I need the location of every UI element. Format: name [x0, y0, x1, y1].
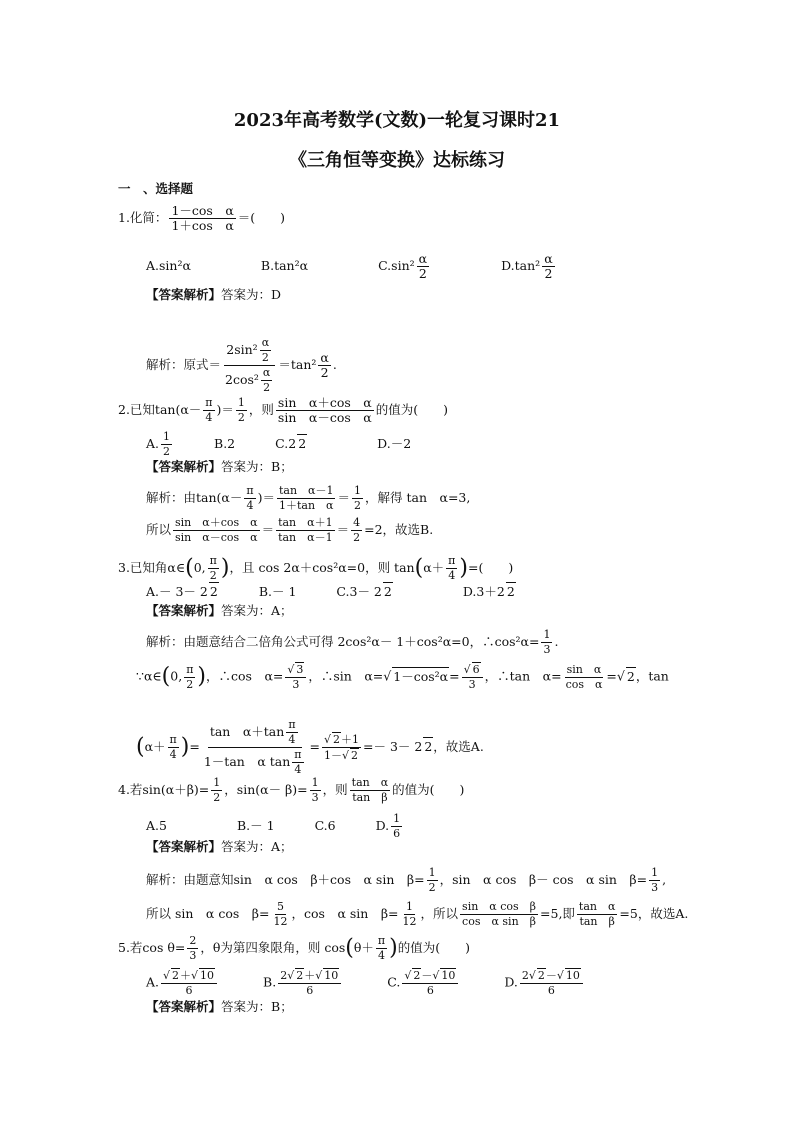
- q4-options: A.5 B.－ 1 C.6 D. $\frac{1}{6}$: [146, 812, 401, 840]
- q1-explanation: 解析：原式＝ 2sin² $\frac{\alpha}{2}$ 2cos² $\frac{\alpha}{2}$ ＝tan² $\frac{\alpha}{2}$ .: [146, 336, 337, 394]
- q2-explanation-1: 解析：由tan(α－ $\frac{\pi}{4}$ )＝ $\frac{\text{tan α－1}}{\text{1＋tan α}}$ ＝ $\frac{1}{2}$ ，解得 tan α=3,: [146, 484, 471, 512]
- q1-stem: 1.化简： $\frac{\text{1－cos α}}{\text{1＋cos α}}$ ＝( ): [118, 203, 286, 233]
- q3-explanation-2: ∵α∈(0, $\frac{\pi}{2}$ )，∴cos α= $\frac{√ 3}{3}$ ，∴sin α=√ 1－cos²α= $\frac{√ 6}{3}$ ，∴tan α= $\frac{\text{sin α}}{\text{cos α}}$ =√ 2，tan: [136, 662, 669, 691]
- q5-answer: 【答案解析】答案为：B；: [146, 999, 293, 1014]
- q4-explanation-2: 所以 sin α cos β= $\frac{5}{12}$ ，cos α sin β= $\frac{1}{12}$ ，所以 $\frac{\text{sin α cos β}}{\text{cos α sin β}}$ =5,即 $\frac{\text{tan α}}{\text{tan β}}$ =5，故选A.: [146, 900, 689, 928]
- title-line-2: 《三角恒等变换》达标练习: [289, 150, 505, 171]
- q4-answer: 【答案解析】答案为：A；: [146, 839, 293, 854]
- section-heading: 一 、选择题: [118, 181, 194, 196]
- q3-stem: 3.已知角α∈(0, $\frac{\pi}{2}$ )，且 cos 2α＋cos²α=0，则 tan(α＋ $\frac{\pi}{4}$ )=( ): [118, 554, 514, 582]
- q4-explanation-1: 解析：由题意知sin α cos β＋cos α sin β= $\frac{1}{2}$ ，sin α cos β－ cos α sin β= $\frac{1}{3}$ ,: [146, 866, 667, 894]
- q3-answer: 【答案解析】答案为：A；: [146, 603, 293, 618]
- q5-stem: 5.若cos θ= $\frac{2}{3}$ ，θ为第四象限角，则 cos(θ＋ $\frac{\pi}{4}$ )的值为( ): [118, 934, 471, 962]
- q5-options: A. $\frac{√ 2+√ 10}{6}$ B. $\frac{2√ 2+√ 10}{6}$ C. $\frac{√ 2-√ 10}{6}$ D. $\frac{2√ 2-√ 10}{6}$: [146, 968, 585, 998]
- q2-explanation-2: 所以 $\frac{\text{sin α＋cos α}}{\text{sin α－cos α}}$ ＝ $\frac{\text{tan α＋1}}{\text{tan α－1}}$ ＝ $\frac{4}{2}$ =2，故选B.: [146, 516, 434, 544]
- q4-stem: 4.若sin(α＋β)= $\frac{1}{2}$ ，sin(α－ β)= $\frac{1}{3}$ ，则 $\frac{\text{tan α}}{\text{tan β}}$ 的值为( ): [118, 776, 465, 804]
- title-line-1: 2023年高考数学(文数)一轮复习课时21: [233, 110, 561, 131]
- q3-explanation-1: 解析：由题意结合二倍角公式可得 2cos²α－ 1＋cos²α=0，∴cos²α= $\frac{1}{3}$ .: [146, 628, 559, 656]
- q2-options: A. $\frac{1}{2}$ B.2 C.2 2 D.－2: [146, 430, 412, 458]
- q3-options: A.－ 3－ 2 2 B.－ 1 C.3－ 2 2 D.3＋2 2: [146, 584, 515, 599]
- q1-options: A.sin²α B.tan²α C.sin² $\frac{\alpha}{2}$ D.tan² $\frac{\alpha}{2}$: [146, 251, 553, 281]
- q1-answer: 【答案解析】答案为：D: [146, 287, 282, 302]
- q2-answer: 【答案解析】答案为：B；: [146, 459, 293, 474]
- q3-explanation-3: (α＋ $\frac{\pi}{4}$ )= tan α＋tan $\frac{\pi}{4}$ 1－tan α tan $\frac{\pi}{4}$ = $\frac{√ 2+1}{1-√ 2}$ =－ 3－ 2 2，故选A.: [136, 718, 484, 776]
- q2-stem: 2.已知tan(α－ $\frac{\pi}{4}$ )＝ $\frac{1}{2}$ ，则 $\frac{\text{sin α＋cos α}}{\text{sin α－cos α}}$ 的值为( ): [118, 395, 448, 425]
